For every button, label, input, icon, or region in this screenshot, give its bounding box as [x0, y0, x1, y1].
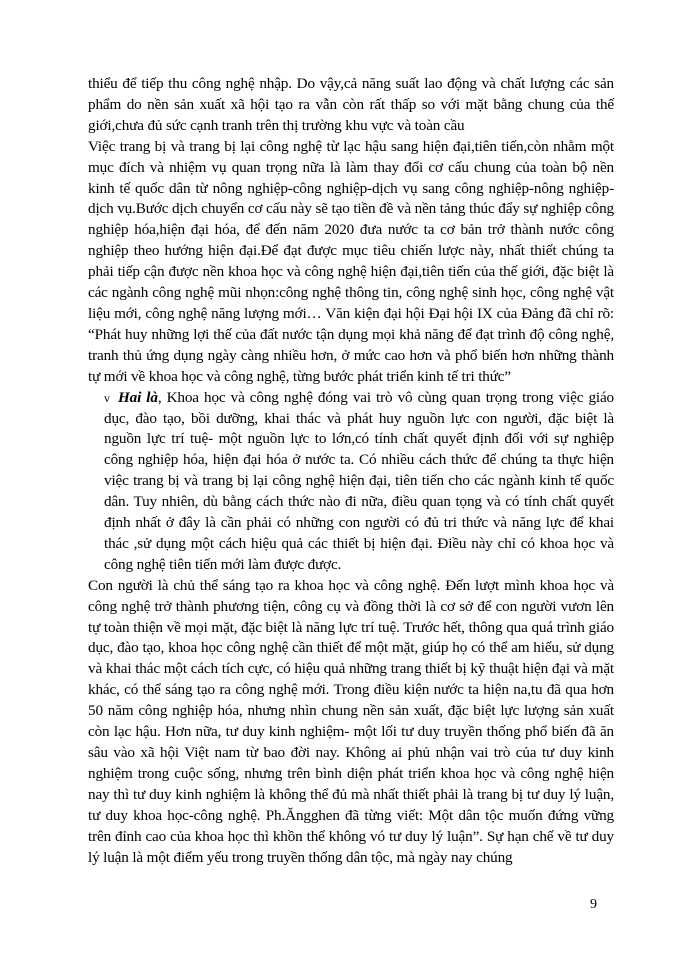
- bullet-marker-icon: v: [104, 390, 110, 405]
- document-body: [88, 74, 614, 868]
- paragraph-3-lead: Hai là: [118, 388, 158, 406]
- paragraph-1: thiểu để tiếp thu công nghệ nhập. Do vậy,cả năng suất lao động và chất lượng các sản phẩm do nền sản xuất xã hội tạo ra vẫn còn rất thấp so với mặt bằng chung của thế giới,chưa đủ sức cạnh tranh trên thị trường khu vực và toàn cầu: [88, 75, 614, 134]
- page-number: 9: [590, 897, 597, 912]
- paragraph-3-text: , Khoa học và công nghệ đóng vai trò vô cùng quan trọng trong việc giáo dục, đào tạo, bồi dưỡng, khai thác và phát huy nguồn lực con người, đặc biệt là nguồn lực trí tuệ- một nguồn lực to lớn,có tính chất quyết định đối với sự nghiệp công nghiệp hóa, hiện đại hóa ở nước ta. Có nhiều cách thức để chúng ta thực hiện việc trang bị và trang bị lại công nghệ hiện đại, tiên tiến cho các ngành kinh tế quốc dân. Tuy nhiên, dù bằng cách thức nào đi nữa, điều quan tọng và có tính chất quyết định nhất ở đây là cần phải có những con người có đủ tri thức và năng lực để khai thác ,sử dụng một cách hiệu quả các thiết bị hiện đại. Điều này chỉ có khoa học và công nghệ tiên tiến mới làm được được.: [104, 388, 614, 573]
- paragraph-3: [88, 388, 614, 576]
- paragraph-4: Con người là chủ thể sáng tạo ra khoa học và công nghệ. Đến lượt mình khoa học và công nghệ trở thành phương tiện, công cụ và đồng thời là cơ sở để con người vươn lên tự toàn thiện về mọi mặt, đặc biệt là năng lực trí tuệ. Trước hết, thông qua quá trình giáo dục, đào tạo, khoa học công nghệ cần thiết để một mặt, giúp họ có thể am hiểu, sử dụng và khai thác một cách tích cực, có hiệu quả những trang thiết bị kỹ thuật hiện đại và mặt khác, có thể sáng tạo ra công nghệ mới. Trong điều kiện nước ta hiện na,tu đã qua hơn 50 năm công nghiệp hóa, nhưng nhìn chung nền sản xuất, đặc biệt lực lượng sản xuất còn lạc hậu. Hơn nữa, tư duy kinh nghiệm- một lối tư duy truyền thống phổ biến đã ăn sâu vào xã hội Việt nam từ bao đời nay. Không ai phủ nhận vai trò của tư duy kinh nghiệm trong cuộc sống, nhưng trên bình diện phát triển khoa học và công nghệ hiện nay thì tư duy kinh nghiệm là không thể đủ mà nhất thiết phải là trang bị tư duy lý luận, tư duy khoa học-công nghệ. Ph.Ăngghen đã từng viết: Một dân tộc muốn đứng vững trên đỉnh cao của khoa học thì khồn thể không vó tư duy lý luận”. Sự hạn chế về tư duy lý luận là một điểm yếu trong truyền thống dân tộc, mà ngày nay chúng: [88, 576, 614, 866]
- paragraph-2: Việc trang bị và trang bị lại công nghệ từ lạc hậu sang hiện đại,tiên tiến,còn nhằm một mục đích và nhiệm vụ quan trọng nữa là làm thay đổi cơ cấu chung của toàn bộ nền kinh tế quốc dân từ nông nghiệp-công nghiệp-dịch vụ sang công nghiệp-nông nghiệp-dịch vụ.Bước dịch chuyển cơ cấu này sẽ tạo tiền đề và nền tảng thúc đẩy sự nghiệp công nghiệp hóa,hiện đại hóa, để đến năm 2020 đưa nước ta cơ bản trở thành nước công nghiệp theo hướng hiện đại.Để đạt được mục tiêu chiến lược này, nhất thiết chúng ta phải tiếp cận được nền khoa học và công nghệ hiện đại,tiên tiến của thế giới, đặc biệt là các ngành công nghệ mũi nhọn:công nghệ thông tin, công nghệ sinh học, công nghệ vật liệu mới, công nghệ năng lượng mới… Văn kiện đại hội Đại hội IX của Đảng đã chỉ rõ: “Phát huy những lợi thế của đất nước tận dụng mọi khả năng để đạt trình độ công nghệ, tranh thủ ứng dụng ngày càng nhiều hơn, ở mức cao hơn và phổ biến hơn những thành tự mới về khoa học và công nghệ, từng bước phát triển kinh tế tri thức”: [88, 137, 614, 385]
